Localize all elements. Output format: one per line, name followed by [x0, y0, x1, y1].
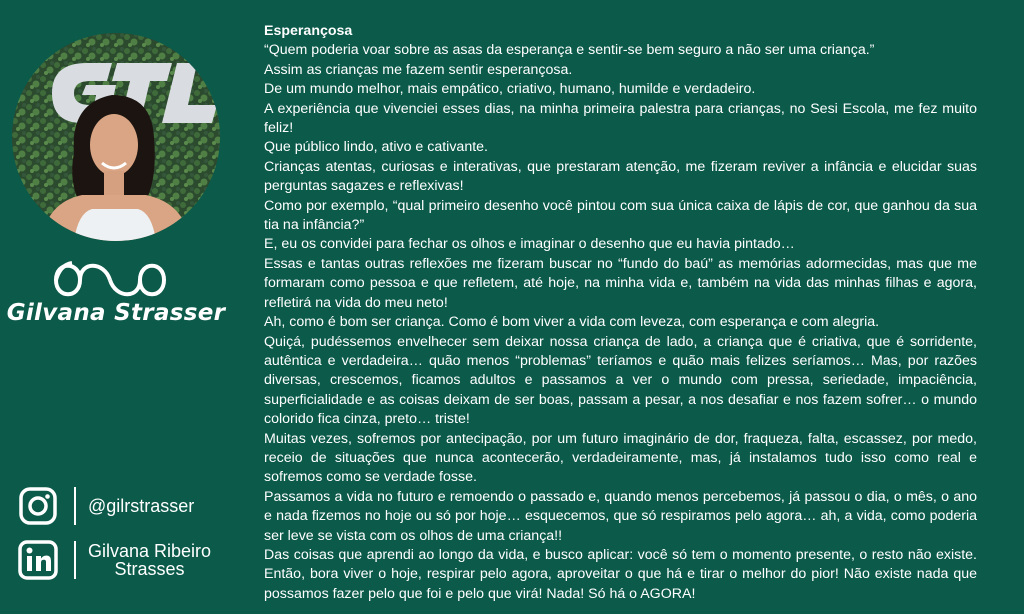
linkedin-contact[interactable] — [18, 540, 211, 580]
linkedin-name-line2: Strasses — [114, 559, 185, 579]
linkedin-name[interactable] — [88, 542, 211, 578]
article-paragraph: E, eu os convidei para fechar os olhos e imaginar o desenho que eu havia pintado… — [264, 236, 795, 253]
linkedin-icon — [18, 540, 58, 580]
article-paragraph: Das coisas que aprendi ao longo da vida, e busco aplicar: você só tem o momento presente, o resto não existe. Então, bora viver o hoje, respirar pelo agora, aproveitar o que há e tirar o melhor do pior! Não existe nada que possamos fazer pelo que foi e pelo que virá! Nada! Só há o AGORA! — [264, 546, 977, 602]
instagram-handle[interactable]: @gilrstrasser — [88, 496, 195, 516]
article-paragraph: “Quem poderia voar sobre as asas da esperança e sentir-se bem seguro a não ser uma criança.” — [264, 42, 875, 59]
profile-sidebar — [0, 0, 240, 614]
article-paragraph: Essas e tantas outras reflexões me fizeram buscar no “fundo do baú” as memórias adormecidas, mas que me formaram como pessoa e que refletem, até hoje, na minha vida e, também na vida das minhas filhas e agora, refletirá na vida do meu neto! — [264, 255, 977, 311]
article-paragraph: Passamos a vida no futuro e remoendo o passado e, quando menos percebemos, já passou o dia, o mês, o ano e nada fizemos no hoje ou só por hoje… esquecemos, que só respiramos pelo agora… ah, a vida, como poderia ser leve se vista com os olhos de uma criança!! — [264, 488, 977, 544]
article-paragraph: Quiçá, pudéssemos envelhecer sem deixar nossa criança de lado, a criança que é criativa, que é sorridente, autêntica e verdadeira… quão menos “problemas” teríamos e quão mais felizes seríamos… Mas, por razões diversas, crescemos, ficamos adultos e passamos a ver o mundo com pressa, seriedade, impaciência, superficialidade e as coisas deixam de ser boas, passam a pesar, a nos desafiar e nos fazem sofrer… o mundo colorido fica cinza, preto… triste! — [264, 333, 977, 428]
instagram-icon — [18, 486, 58, 526]
social-divider — [74, 487, 76, 525]
article-paragraph: A experiência que vivenciei esses dias, na minha primeira palestra para crianças, no Sesi Escola, me fez muito feliz! — [264, 100, 977, 137]
article — [264, 22, 977, 604]
article-paragraph: Muitas vezes, sofremos por antecipação, por um futuro imaginário de dor, fraqueza, falta, escassez, por medo, receio de situações que nunca acontecerão, verdadeiramente, mas, já instalamos tudo isso como real e sofremos como se verdade fosse. — [264, 430, 977, 486]
article-paragraph: Crianças atentas, curiosas e interativas, que prestaram atenção, me fizeram reviver a infância e elucidar suas perguntas sagazes e reflexivas! — [264, 158, 977, 195]
brand-name: Gilvana Strasser — [6, 300, 226, 326]
article-paragraph: Como por exemplo, “qual primeiro desenho você pintou com sua única caixa de lápis de cor, que ganhou da sua tia na infância?” — [264, 197, 977, 234]
article-paragraph: Ah, como é bom ser criança. Como é bom viver a vida com leveza, com esperança e com alegria. — [264, 314, 880, 331]
article-title: Esperançosa — [264, 23, 353, 39]
profile-photo — [12, 33, 220, 241]
article-paragraph: Assim as crianças me fazem sentir esperançosa. — [264, 61, 573, 78]
instagram-contact[interactable] — [18, 486, 194, 526]
linkedin-name-line1: Gilvana Ribeiro — [88, 541, 212, 561]
article-paragraph: De um mundo melhor, mais empático, criativo, humano, humilde e verdadeiro. — [264, 81, 756, 98]
infinity-logo-icon — [50, 255, 170, 305]
article-paragraph: Que público lindo, ativo e cativante. — [264, 139, 488, 156]
social-divider — [74, 541, 76, 579]
